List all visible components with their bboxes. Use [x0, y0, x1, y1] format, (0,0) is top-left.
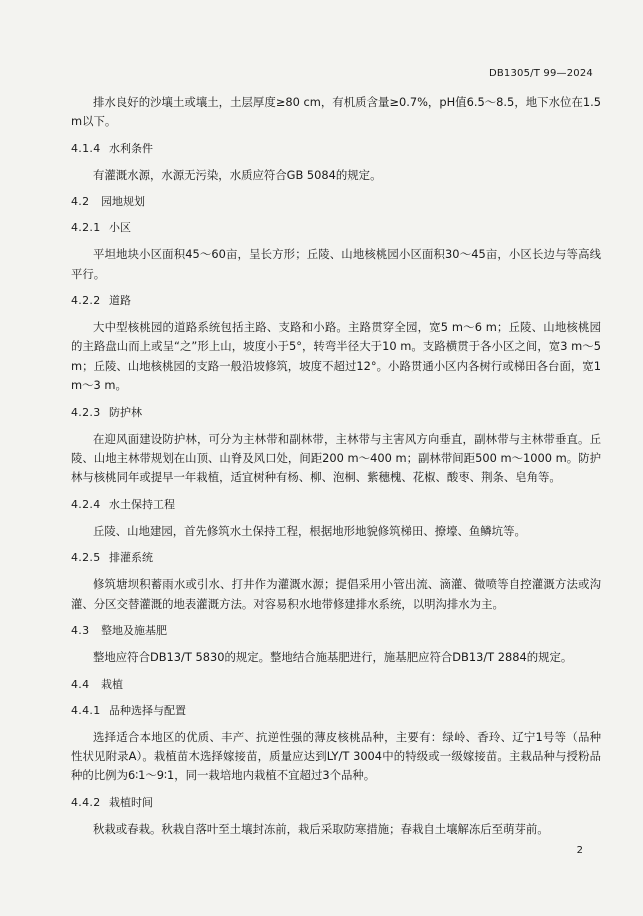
section-number: 4.4.1: [71, 703, 101, 717]
section-heading: [71, 496, 601, 514]
section-title: 排灌系统: [109, 551, 153, 565]
section-heading: [71, 794, 601, 812]
section-title: 栽植时间: [109, 795, 153, 809]
section-title: 品种选择与配置: [109, 703, 186, 717]
section-heading: [71, 702, 601, 720]
body-paragraph: 排水良好的沙壤土或壤土，土层厚度≥80 cm，有机质含量≥0.7%，pH值6.5～8.5，地下水位在1.5 m以下。: [71, 95, 601, 129]
section-number: 4.1.4: [71, 141, 101, 155]
section-number: 4.4.2: [71, 795, 101, 809]
page-number: 2: [576, 845, 583, 856]
section-heading: [71, 193, 601, 211]
section-heading: [71, 140, 601, 158]
section-number: 4.2.4: [71, 497, 101, 511]
section-heading: [71, 404, 601, 422]
section-title: 道路: [109, 294, 131, 308]
section-number: 4.3: [71, 624, 90, 638]
body-paragraph: 修筑塘坝积蓄雨水或引水、打井作为灌溉水源；提倡采用小管出流、滴灌、微喷等自控灌溉方法或沟灌、分区交替灌溉的地表灌溉方法。对容易积水地带修建排水系统，以明沟排水为主。: [71, 577, 601, 611]
section-heading: [71, 219, 601, 237]
body-paragraph: 在迎风面建设防护林，可分为主林带和副林带，主林带与主害风方向垂直，副林带与主林带垂直。丘陵、山地主林带规划在山顶、山脊及风口处，间距200 m～400 m；副林带间距500 m～1000 m。防护林与核桃同年或提早一年栽植，适宜树种有杨、柳、泡桐、紫穗槐、花椒、酸枣、荆条、皂角等。: [71, 431, 601, 485]
section-number: 4.2: [71, 195, 90, 209]
body-paragraph: 秋栽或春栽。秋栽自落叶至土壤封冻前，栽后采取防寒措施；春栽自土壤解冻后至萌芽前。: [93, 821, 549, 836]
section-heading: [71, 549, 601, 567]
section-heading: [71, 292, 601, 310]
body-paragraph: 有灌溉水源，水源无污染，水质应符合GB 5084的规定。: [93, 167, 382, 182]
section-number: 4.4: [71, 677, 90, 691]
section-number: 4.2.5: [71, 551, 101, 565]
body-paragraph: 大中型核桃园的道路系统包括主路、支路和小路。主路贯穿全园，宽5 m～6 m；丘陵、山地核桃园的主路盘山而上或呈“之”形上山，坡度小于5°，转弯半径大于10 m。支路横贯于各小区之间，宽3 m～5 m；丘陵、山地核桃园的支路一般沿坡修筑，坡度不超过12°。小路贯通小区内各树行或梯田各台面，宽1 m～3 m。: [71, 320, 601, 393]
section-heading: [71, 622, 601, 640]
body-paragraph: 丘陵、山地建园，首先修筑水土保持工程，根据地形地貌修筑梯田、撩壕、鱼鳞坑等。: [93, 523, 526, 538]
section-title: 整地及施基肥: [101, 624, 167, 638]
section-heading: [71, 676, 601, 694]
body-paragraph: 平坦地块小区面积45～60亩，呈长方形；丘陵、山地核桃园小区面积30～45亩，小区长边与等高线平行。: [71, 247, 601, 281]
section-title: 小区: [109, 221, 131, 235]
section-title: 园地规划: [101, 195, 145, 209]
section-number: 4.2.1: [71, 221, 101, 235]
section-title: 水利条件: [109, 141, 153, 155]
body-paragraph: 选择适合本地区的优质、丰产、抗逆性强的薄皮核桃品种，主要有：绿岭、香玲、辽宁1号等（品种性状见附录A）。栽植苗木选择嫁接苗，质量应达到LY/T 3004中的特级或一级嫁接苗。主栽品种与授粉品种的比例为6∶1～9∶1，同一栽培地内栽植不宜超过3个品种。: [71, 729, 601, 783]
body-paragraph: 整地应符合DB13/T 5830的规定。整地结合施基肥进行，施基肥应符合DB13/T 2884的规定。: [93, 650, 573, 665]
section-number: 4.2.3: [71, 405, 101, 419]
section-number: 4.2.2: [71, 294, 101, 308]
document-body: [71, 93, 601, 847]
section-title: 水土保持工程: [109, 497, 175, 511]
section-title: 栽植: [101, 677, 123, 691]
document-id: DB1305/T 99—2024: [488, 68, 593, 79]
section-title: 防护林: [109, 405, 142, 419]
